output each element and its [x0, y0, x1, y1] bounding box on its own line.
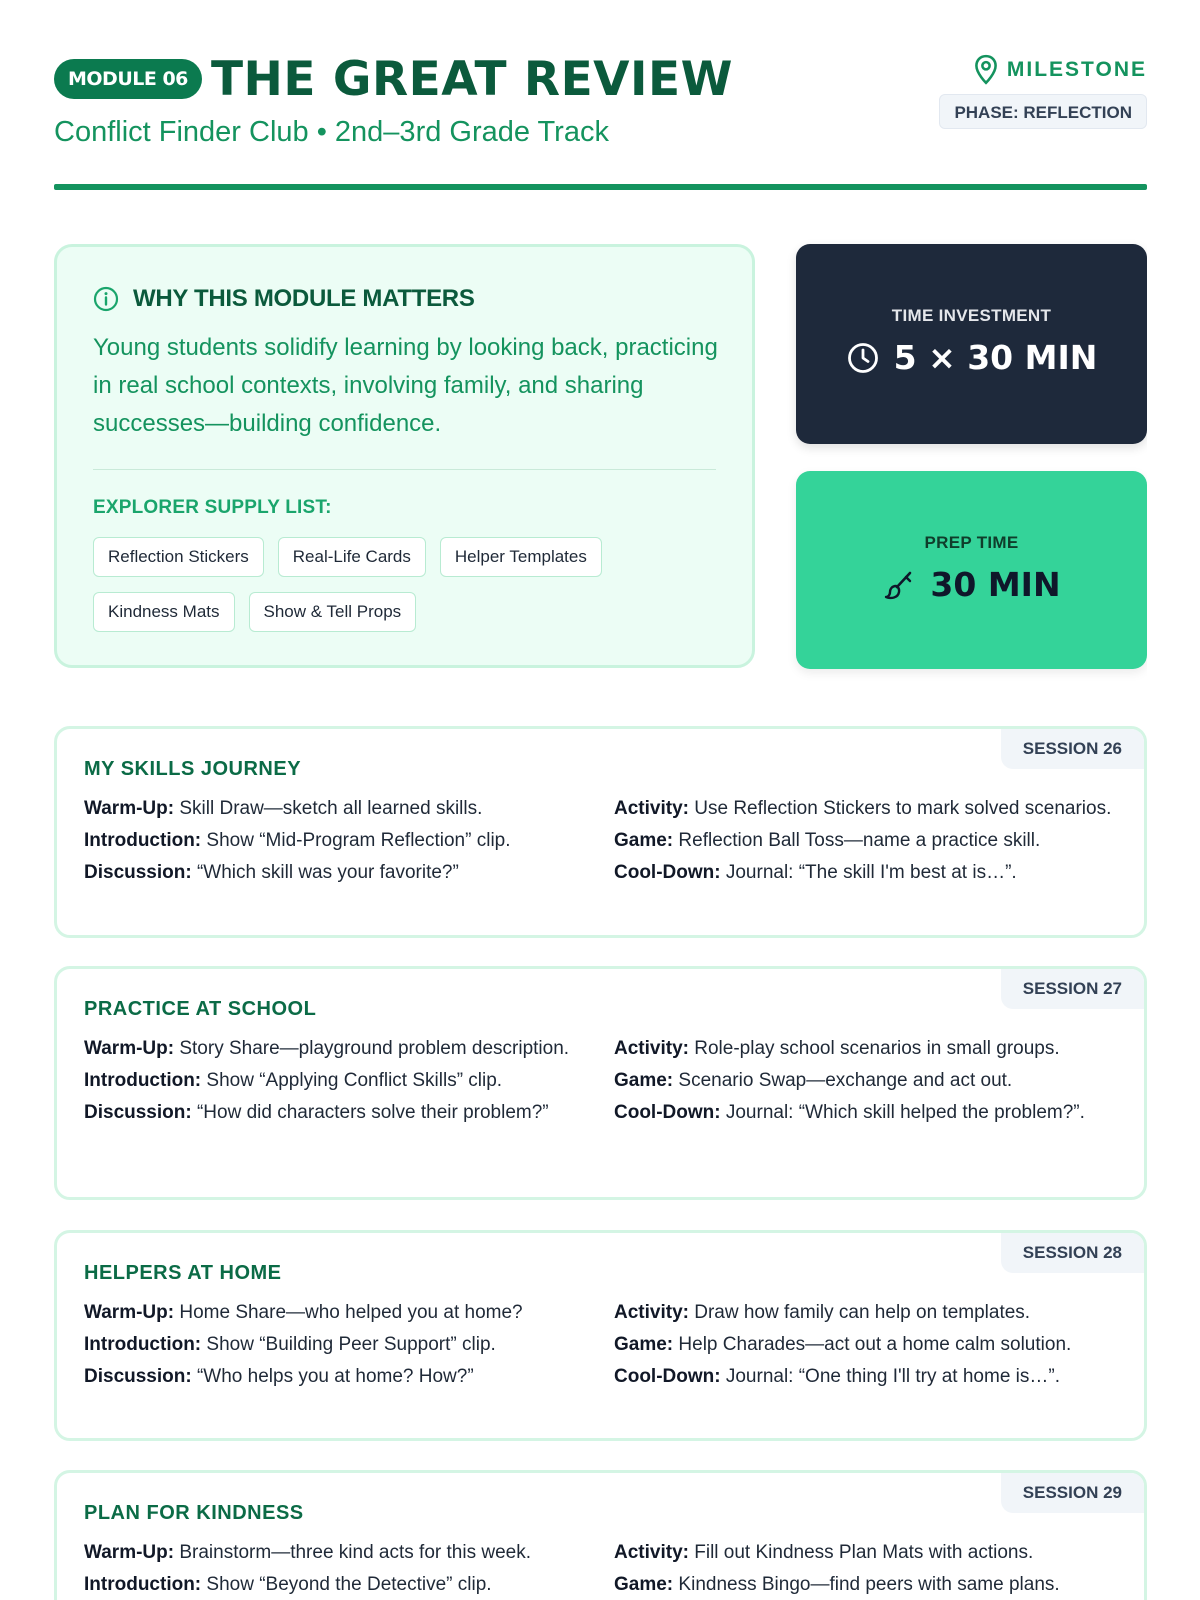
session-item: [84, 1364, 584, 1389]
why-title: WHY THIS MODULE MATTERS: [133, 285, 475, 312]
item-text: Fill out Kindness Plan Mats with actions.: [694, 1542, 1034, 1563]
item-key: Activity:: [614, 1038, 689, 1059]
item-text: “Who helps you at home? How?”: [196, 1366, 474, 1387]
item-key: Activity:: [614, 798, 689, 819]
item-key: Warm-Up:: [84, 1542, 175, 1563]
session-title: HELPERS AT HOME: [84, 1262, 282, 1284]
why-divider: [93, 469, 716, 470]
item-text: Scenario Swap—exchange and act out.: [678, 1070, 1013, 1091]
item-text: “Which skill was your favorite?”: [196, 862, 459, 883]
item-text: Reflection Ball Toss—name a practice skill.: [678, 830, 1041, 851]
item-key: Warm-Up:: [84, 798, 175, 819]
page-subtitle: Conflict Finder Club • 2nd–3rd Grade Track: [54, 116, 609, 148]
item-key: Game:: [614, 1574, 674, 1595]
item-text: Show “Mid-Program Reflection” clip.: [206, 830, 511, 851]
session-item: [84, 860, 584, 885]
supply-chip: Kindness Mats: [93, 592, 235, 632]
session-card: [54, 726, 1147, 938]
prep-time-card: [796, 471, 1147, 669]
session-left-column: [84, 796, 584, 892]
session-item: [614, 1300, 1124, 1325]
session-left-column: [84, 1036, 584, 1132]
supply-chip: Reflection Stickers: [93, 537, 264, 577]
supply-chip: Helper Templates: [440, 537, 602, 577]
item-key: Discussion:: [84, 862, 192, 883]
session-item: [614, 1540, 1124, 1565]
item-text: Show “Beyond the Detective” clip.: [206, 1574, 492, 1595]
session-item: [84, 1572, 584, 1597]
session-card: [54, 1230, 1147, 1441]
item-key: Introduction:: [84, 1334, 202, 1355]
item-text: Show “Building Peer Support” clip.: [206, 1334, 496, 1355]
session-item: [84, 1068, 584, 1093]
item-text: Show “Applying Conflict Skills” clip.: [206, 1070, 503, 1091]
time-investment-value: 5 × 30 MIN: [893, 338, 1098, 377]
session-right-column: [614, 1300, 1124, 1396]
session-right-column: [614, 1036, 1124, 1132]
item-key: Discussion:: [84, 1102, 192, 1123]
page-header: [54, 0, 1147, 190]
session-card: [54, 1470, 1147, 1600]
session-title: PRACTICE AT SCHOOL: [84, 998, 317, 1020]
item-key: Game:: [614, 1334, 674, 1355]
item-key: Activity:: [614, 1542, 689, 1563]
session-title: PLAN FOR KINDNESS: [84, 1502, 304, 1524]
item-key: Activity:: [614, 1302, 689, 1323]
lesson-page: [54, 0, 1147, 1600]
item-key: Warm-Up:: [84, 1302, 175, 1323]
milestone-label: [973, 54, 1147, 86]
item-text: “How did characters solve their problem?”: [196, 1102, 549, 1123]
session-item: [84, 1332, 584, 1357]
session-right-column: [614, 796, 1124, 892]
why-description: Young students solidify learning by looking back, practicing in real school contexts, involving family, and sharing successes—building confidence.: [93, 334, 718, 437]
module-badge: MODULE 06: [54, 59, 202, 99]
item-text: Home Share—who helped you at home?: [179, 1302, 523, 1323]
item-key: Warm-Up:: [84, 1038, 175, 1059]
supply-list: [93, 537, 693, 632]
session-item: [614, 1100, 1124, 1125]
session-item: [614, 796, 1124, 821]
item-key: Introduction:: [84, 830, 202, 851]
item-key: Discussion:: [84, 1366, 192, 1387]
time-investment-label: TIME INVESTMENT: [891, 306, 1052, 325]
milestone-text: MILESTONE: [1006, 58, 1147, 81]
session-item: [84, 828, 584, 853]
page-title: THE GREAT REVIEW: [211, 52, 733, 107]
item-key: Cool-Down:: [614, 1366, 721, 1387]
session-item: [614, 1364, 1124, 1389]
item-text: Skill Draw—sketch all learned skills.: [179, 798, 483, 819]
item-key: Game:: [614, 830, 674, 851]
session-item: [84, 1300, 584, 1325]
session-item: [614, 1572, 1124, 1597]
prep-time-value: 30 MIN: [930, 565, 1061, 604]
session-item: [614, 860, 1124, 885]
session-number-badge: SESSION 27: [1001, 969, 1144, 1009]
session-item: [84, 1036, 584, 1061]
session-card: [54, 966, 1147, 1200]
time-investment-value-row: [796, 338, 1147, 377]
session-item: [614, 828, 1124, 853]
session-number-badge: SESSION 29: [1001, 1473, 1144, 1513]
time-investment-card: [796, 244, 1147, 444]
item-key: Cool-Down:: [614, 1102, 721, 1123]
session-item: [84, 1540, 584, 1565]
session-item: [614, 1332, 1124, 1357]
item-key: Cool-Down:: [614, 862, 721, 883]
location-pin-icon: [973, 54, 999, 86]
why-module-card: [54, 244, 755, 668]
supply-chip: Real-Life Cards: [278, 537, 426, 577]
session-left-column: [84, 1300, 584, 1396]
item-key: Introduction:: [84, 1070, 202, 1091]
item-text: Draw how family can help on templates.: [694, 1302, 1031, 1323]
item-text: Help Charades—act out a home calm solution.: [678, 1334, 1072, 1355]
session-item: [84, 1100, 584, 1125]
supply-chip: Show & Tell Props: [249, 592, 417, 632]
item-text: Role-play school scenarios in small groups.: [694, 1038, 1060, 1059]
session-number-badge: SESSION 26: [1001, 729, 1144, 769]
item-text: Journal: “One thing I'll try at home is…”.: [725, 1366, 1061, 1387]
session-title: MY SKILLS JOURNEY: [84, 758, 302, 780]
item-text: Use Reflection Stickers to mark solved scenarios.: [694, 798, 1112, 819]
header-divider: [54, 184, 1147, 190]
item-text: Story Share—playground problem description.: [179, 1038, 570, 1059]
item-key: Game:: [614, 1070, 674, 1091]
item-text: Journal: “Which skill helped the problem?”.: [725, 1102, 1085, 1123]
phase-badge: PHASE: REFLECTION: [939, 94, 1147, 129]
session-item: [614, 1068, 1124, 1093]
item-text: Kindness Bingo—find peers with same plans.: [678, 1574, 1060, 1595]
clock-icon: [846, 341, 880, 375]
prep-time-value-row: [796, 565, 1147, 604]
item-text: Brainstorm—three kind acts for this week.: [179, 1542, 531, 1563]
session-right-column: [614, 1540, 1124, 1600]
item-key: Introduction:: [84, 1574, 202, 1595]
info-icon: [93, 286, 119, 312]
supply-list-label: EXPLORER SUPPLY LIST:: [93, 497, 332, 518]
session-number-badge: SESSION 28: [1001, 1233, 1144, 1273]
why-heading: [93, 285, 475, 313]
item-text: Journal: “The skill I'm best at is…”.: [725, 862, 1017, 883]
session-item: [614, 1036, 1124, 1061]
brush-icon: [882, 568, 916, 602]
prep-time-label: PREP TIME: [924, 533, 1019, 552]
session-item: [84, 796, 584, 821]
session-left-column: [84, 1540, 584, 1600]
